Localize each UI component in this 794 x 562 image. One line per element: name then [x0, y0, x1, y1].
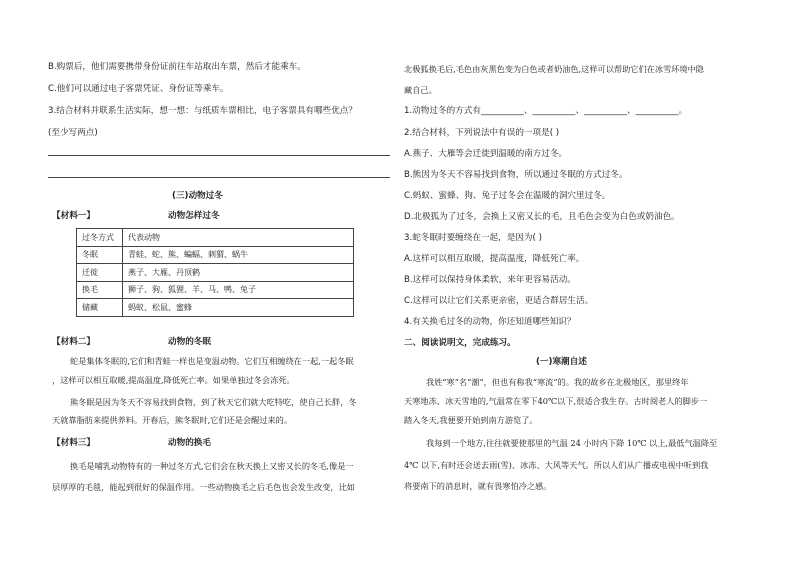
table-row: [77, 229, 354, 247]
p1-line-2: 天寒地冻、冰天雪地的,气温常在零下40℃以下,很适合我生存。古时阅老人的脚步一: [404, 396, 708, 406]
table-cell: 蚂蚁、松鼠、蜜蜂: [123, 299, 354, 317]
option-c: C.他们可以通过电子客票凭证、身份证等乘车。: [48, 84, 229, 94]
material-3-tag: 【材料三】: [52, 438, 95, 448]
section-2-heading: 二、阅读说明文，完成练习。: [404, 338, 516, 348]
p1-line-1: 我姓“寒”名“潮”，但也有称我“寒流”的。我的故乡在北极地区，那里终年: [426, 377, 689, 387]
question-2: 2.结合材料，下列说法中有误的一项是( ): [404, 128, 560, 138]
answer-line-1: [48, 155, 390, 156]
m2-paragraph-1-line-2: ，这样可以相互取暖,提高温度,降低死亡率。如果单独过冬会冻死。: [52, 375, 295, 385]
question-2-option-a: A.燕子、大雁等会迁徙到温暖的南方过冬。: [404, 149, 568, 159]
section-title: (三)动物过冬: [172, 191, 223, 201]
material-1-tag: 【材料一】: [52, 211, 95, 221]
table-cell: 储藏: [77, 299, 123, 317]
passage-line-1: 北极狐换毛后,毛色由灰黑色变为白色或者奶油色,这样可以帮助它们在冰雪环境中隐: [404, 64, 704, 74]
material-2-tag: 【材料二】: [52, 337, 95, 347]
m2-paragraph-1-line-1: 蛇是集体冬眠的,它们和青蛙一样也是变温动物。它们互相缠绕在一起,一起冬眠: [70, 356, 354, 366]
question-3-option-c: C.这样可以让它们关系更亲密，更适合群居生活。: [404, 296, 594, 306]
table-row: [77, 281, 354, 299]
table-cell: 迁徙: [77, 264, 123, 282]
question-3: 3.结合材料并联系生活实际，想一想：与纸质车票相比，电子客票具有哪些优点？: [48, 106, 357, 116]
question-3-option-b: B.这样可以保持身体柔软，来年更容易活动。: [404, 275, 576, 285]
table-cell: 冬眠: [77, 246, 123, 264]
question-3-note: (至少写两点): [48, 128, 98, 138]
table-row: [77, 246, 354, 264]
table-cell: 狮子、狗、狐狸、羊、马、鸭、兔子: [123, 281, 354, 299]
question-4: 4.有关换毛过冬的动物，你还知道哪些知识？: [404, 317, 576, 327]
m2-paragraph-2-line-2: 天就靠脂肪来提供养料。开春后，熊冬眠时,它们还是会醒过来的。: [52, 415, 293, 425]
p2-line-3: 将要南下的消息时，就有畏寒怕冷之感。: [404, 481, 552, 491]
question-2-option-b: B.熊因为冬天不容易找到食物，所以通过冬眠的方式过冬。: [404, 170, 628, 180]
p2-line-2: 4℃ 以下,有时还会送去雨(雪)、冰冻、大风等天气。所以人们从广播或电视中听到我: [404, 460, 709, 470]
subsection-title: (一)寒潮自述: [536, 357, 587, 367]
question-3: 3.蛇冬眠时要缠绕在一起，是因为( ): [404, 233, 542, 243]
table-cell: 换毛: [77, 281, 123, 299]
option-b: B.购票后，他们需要携带身份证前往车站取出车票，然后才能乘车。: [48, 62, 306, 72]
material-3-title: 动物的换毛: [168, 438, 211, 448]
answer-line-2: [48, 177, 390, 178]
table-cell: 青蛙、蛇、熊、蝙蝠、刺猬、蜗牛: [123, 246, 354, 264]
table-row: [77, 264, 354, 282]
question-1: 1.动物过冬的方式有__________、__________、__________、__________。: [404, 106, 688, 116]
table-cell: 燕子、大雁、丹顶鹤: [123, 264, 354, 282]
table-row: [77, 299, 354, 317]
m2-paragraph-2-line-1: 熊冬眠是因为冬天不容易找到食物，到了秋天它们就大吃特吃，使自己长胖，冬: [70, 397, 357, 407]
question-3-option-a: A.这样可以相互取暖，提高温度，降低死亡率。: [404, 254, 585, 264]
material-1-title: 动物怎样过冬: [168, 211, 220, 221]
p2-line-1: 我每到一个地方,往往就要使那里的气温 24 小时内下降 10℃ 以上,最低气温降至: [426, 438, 718, 448]
table-cell: 过冬方式: [77, 229, 123, 247]
passage-line-2: 藏自己。: [404, 85, 437, 95]
question-2-option-c: C.蚂蚁、蜜蜂、狗、兔子过冬会在温暖的洞穴里过冬。: [404, 191, 611, 201]
table-cell: 代表动物: [123, 229, 354, 247]
material-2-title: 动物的冬眠: [168, 337, 211, 347]
question-2-option-d: D.北极狐为了过冬，会换上又密又长的毛，且毛色会变为白色或奶油色。: [404, 212, 680, 222]
m3-paragraph-line-2: 层厚厚的毛毯，能起到很好的保温作用。一些动物换毛之后毛色也会发生改变，比如: [52, 482, 355, 492]
p1-line-3: 踏入冬天,我便要开始到南方游览了。: [404, 415, 538, 425]
m3-paragraph-line-1: 换毛是哺乳动物特有的一种过冬方式,它们会在秋天换上又密又长的冬毛,像是一: [70, 461, 354, 471]
wintering-table: [76, 228, 354, 317]
